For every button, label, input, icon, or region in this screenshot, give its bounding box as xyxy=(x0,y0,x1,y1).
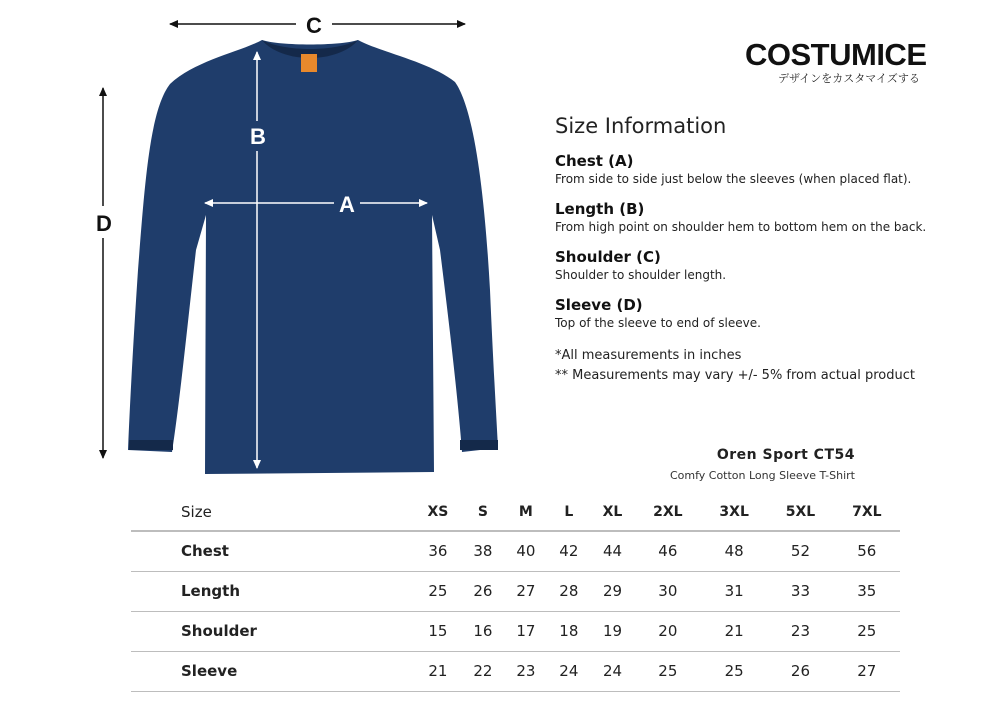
table-cell: 24 xyxy=(590,651,634,691)
info-item-shoulder xyxy=(555,247,995,283)
table-cell: 23 xyxy=(504,651,547,691)
table-cell: 52 xyxy=(767,531,833,571)
size-header: M xyxy=(504,493,547,531)
size-header: 2XL xyxy=(635,493,701,531)
shirt-tag xyxy=(301,54,317,72)
table-cell: 26 xyxy=(767,651,833,691)
brand-logo xyxy=(745,38,935,85)
product-subtitle: Comfy Cotton Long Sleeve T-Shirt xyxy=(669,469,855,482)
table-cell: 25 xyxy=(701,651,767,691)
table-cell: 19 xyxy=(590,611,634,651)
brand-name: COSTUMICE xyxy=(745,37,927,72)
row-label: Chest xyxy=(131,531,414,571)
info-term: Chest (A) xyxy=(555,152,634,170)
size-header: 5XL xyxy=(767,493,833,531)
product-name: Oren Sport CT54 xyxy=(716,447,855,463)
left-cuff xyxy=(129,440,173,450)
table-cell: 29 xyxy=(590,571,634,611)
info-term: Sleeve (D) xyxy=(555,296,643,314)
row-label: Sleeve xyxy=(131,651,414,691)
shoulder-label: C xyxy=(306,13,322,38)
table-row xyxy=(131,571,900,611)
right-cuff xyxy=(460,440,498,450)
info-desc: Top of the sleeve to end of sleeve. xyxy=(555,316,761,330)
info-term: Length (B) xyxy=(555,200,645,218)
size-chart-table xyxy=(131,493,900,692)
table-cell: 22 xyxy=(461,651,504,691)
note: *All measurements in inches xyxy=(555,348,742,363)
shirt-diagram xyxy=(0,0,540,490)
table-cell: 46 xyxy=(635,531,701,571)
size-information xyxy=(555,113,995,386)
table-cell: 42 xyxy=(547,531,590,571)
info-desc: From side to side just below the sleeves (when placed flat). xyxy=(555,172,912,186)
table-cell: 18 xyxy=(547,611,590,651)
table-cell: 26 xyxy=(461,571,504,611)
table-row xyxy=(131,611,900,651)
size-header: L xyxy=(547,493,590,531)
table-cell: 21 xyxy=(701,611,767,651)
chest-label: A xyxy=(339,192,355,217)
size-header: XL xyxy=(590,493,634,531)
table-cell: 35 xyxy=(834,571,900,611)
table-cell: 36 xyxy=(414,531,461,571)
table-cell: 20 xyxy=(635,611,701,651)
size-header: 7XL xyxy=(834,493,900,531)
size-header: XS xyxy=(414,493,461,531)
info-term: Shoulder (C) xyxy=(555,248,661,266)
info-item-sleeve xyxy=(555,295,995,331)
table-cell: 21 xyxy=(414,651,461,691)
table-cell: 23 xyxy=(767,611,833,651)
info-title: Size Information xyxy=(555,114,727,138)
table-cell: 27 xyxy=(834,651,900,691)
table-row xyxy=(131,531,900,571)
table-cell: 44 xyxy=(590,531,634,571)
table-cell: 38 xyxy=(461,531,504,571)
table-cell: 24 xyxy=(547,651,590,691)
table-cell: 56 xyxy=(834,531,900,571)
table-cell: 16 xyxy=(461,611,504,651)
table-row xyxy=(131,651,900,691)
table-cell: 15 xyxy=(414,611,461,651)
table-cell: 40 xyxy=(504,531,547,571)
info-item-length xyxy=(555,199,995,235)
length-label: B xyxy=(250,124,266,149)
info-item-chest xyxy=(555,151,995,187)
row-label: Length xyxy=(131,571,414,611)
table-cell: 31 xyxy=(701,571,767,611)
size-header: S xyxy=(461,493,504,531)
measurement-notes xyxy=(555,346,995,386)
table-cell: 28 xyxy=(547,571,590,611)
table-cell: 30 xyxy=(635,571,701,611)
brand-tagline: デザインをカスタマイズする xyxy=(778,72,920,85)
table-cell: 25 xyxy=(414,571,461,611)
table-cell: 25 xyxy=(834,611,900,651)
info-desc: Shoulder to shoulder length. xyxy=(555,268,727,282)
table-header-label: Size xyxy=(131,493,414,531)
table-cell: 25 xyxy=(635,651,701,691)
shirt-illustration xyxy=(128,40,498,474)
product-info xyxy=(670,445,855,484)
info-desc: From high point on shoulder hem to bottom hem on the back. xyxy=(555,220,927,234)
table-cell: 27 xyxy=(504,571,547,611)
table-cell: 33 xyxy=(767,571,833,611)
note: ** Measurements may vary +/- 5% from actual product xyxy=(555,368,915,383)
table-cell: 17 xyxy=(504,611,547,651)
sleeve-label: D xyxy=(96,211,112,236)
row-label: Shoulder xyxy=(131,611,414,651)
size-header: 3XL xyxy=(701,493,767,531)
table-header-row xyxy=(131,493,900,531)
table-cell: 48 xyxy=(701,531,767,571)
